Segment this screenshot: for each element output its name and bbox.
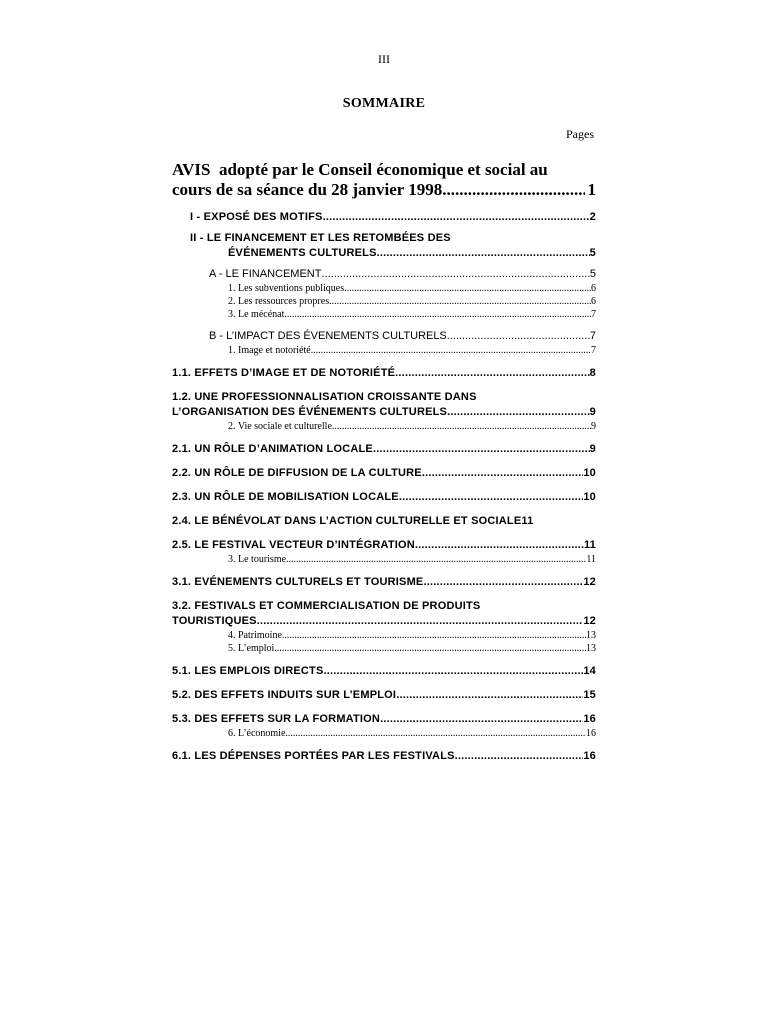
toc-entry[interactable] <box>172 466 596 481</box>
toc-entry[interactable] <box>172 282 596 295</box>
toc-entry[interactable] <box>172 210 596 225</box>
toc-entry-label: L’ORGANISATION DES ÉVÉNEMENTS CULTURELS <box>172 406 448 418</box>
toc-entry[interactable] <box>172 642 596 655</box>
toc-entry-label: A - LE FINANCEMENT <box>209 268 322 280</box>
toc-entry-label: 3.1. EVÉNEMENTS CULTURELS ET TOURISME <box>172 576 424 588</box>
toc-entry-page: 7 <box>591 345 596 356</box>
toc-entry-avis[interactable] <box>172 180 596 200</box>
toc-entry[interactable] <box>172 629 596 642</box>
toc-entry-page: 12 <box>583 576 596 588</box>
toc-entry-label: ÉVÉNEMENTS CULTURELS <box>228 247 377 259</box>
toc-entry-page: 15 <box>583 689 596 701</box>
toc-entry-page: 6 <box>591 296 596 307</box>
toc-entry[interactable] <box>172 329 596 344</box>
toc-entry-label: 4. Patrimoine <box>228 630 282 641</box>
toc-entry-line1: 3.2. FESTIVALS ET COMMERCIALISATION DE PRODUITS <box>172 600 481 612</box>
toc-entry-page: 5 <box>589 247 596 259</box>
toc-entry[interactable] <box>172 366 596 381</box>
toc-avis-text: adopté par le Conseil économique et social au <box>218 160 548 179</box>
toc-entry-page: 11 <box>583 539 596 551</box>
toc-entry-label: 2.5. LE FESTIVAL VECTEUR D’INTÉGRATION <box>172 539 415 551</box>
toc-entry-label: 5.3. DES EFFETS SUR LA FORMATION <box>172 713 381 725</box>
toc-entry-page: 8 <box>589 367 596 379</box>
toc-entry[interactable] <box>172 688 596 703</box>
page-number: III <box>378 52 390 66</box>
toc-entry[interactable] <box>172 246 596 261</box>
toc-entry-label: 5.1. LES EMPLOIS DIRECTS <box>172 665 324 677</box>
toc-entry[interactable] <box>172 712 596 727</box>
toc-entry-page: 7 <box>589 330 596 342</box>
toc-entry[interactable] <box>172 308 596 321</box>
toc-entry-line1: 1.2. UNE PROFESSIONNALISATION CROISSANTE DANS <box>172 391 477 403</box>
toc-entry-label: 5. L’emploi <box>228 643 275 654</box>
toc-entry-label: 1. Image et notoriété <box>228 345 311 356</box>
toc-entry-page: 11 <box>521 515 534 527</box>
toc-avis-word: AVIS <box>172 160 211 179</box>
toc-entry-page: 1 <box>587 180 596 199</box>
toc-entry[interactable] <box>172 553 596 566</box>
toc-entry[interactable] <box>172 442 596 457</box>
toc-entry-label: I - EXPOSÉ DES MOTIFS <box>190 211 323 223</box>
toc-entry-label: 6. L’économie <box>228 728 286 739</box>
toc-entry[interactable] <box>172 614 596 629</box>
toc-entry-page: 9 <box>589 443 596 455</box>
toc-entry-label: cours de sa séance du 28 janvier 1998 <box>172 180 443 199</box>
page-title: SOMMAIRE <box>342 96 426 111</box>
toc-entry[interactable] <box>172 575 596 590</box>
toc-entry-label: 2.1. UN RÔLE D’ANIMATION LOCALE <box>172 443 373 455</box>
toc-entry-page: 9 <box>591 421 596 432</box>
toc-entry-line1: II - LE FINANCEMENT ET LES RETOMBÉES DES <box>190 232 451 244</box>
toc-entry-page: 6 <box>591 283 596 294</box>
toc-entry[interactable] <box>172 490 596 505</box>
toc-entry-page: 10 <box>583 491 596 503</box>
toc-entry[interactable] <box>172 664 596 679</box>
toc-entry-page: 9 <box>589 406 596 418</box>
toc-entry-page: 13 <box>586 643 596 654</box>
toc-entry[interactable] <box>172 538 596 553</box>
toc-entry-label: 1. Les subventions publiques <box>228 283 345 294</box>
toc-avis-line1 <box>172 160 596 180</box>
toc-entry-page: 16 <box>583 750 596 762</box>
pages-column-label: Pages <box>566 127 594 141</box>
toc-entry-page: 11 <box>586 554 596 565</box>
toc-entry-label: TOURISTIQUES <box>172 615 257 627</box>
toc-entry[interactable] <box>172 727 596 740</box>
toc-entry-page: 5 <box>589 268 596 280</box>
toc-entry-label: 3. Le tourisme <box>228 554 287 565</box>
toc-entry-label: 2. Les ressources propres <box>228 296 330 307</box>
toc-entry-page: 12 <box>583 615 596 627</box>
toc-entry-page: 13 <box>586 630 596 641</box>
toc-entry-label: 6.1. LES DÉPENSES PORTÉES PAR LES FESTIVALS <box>172 750 455 762</box>
table-of-contents <box>172 160 596 764</box>
toc-entry-label: 5.2. DES EFFETS INDUITS SUR L’EMPLOI <box>172 689 397 701</box>
toc-entry-label: 2.3. UN RÔLE DE MOBILISATION LOCALE <box>172 491 399 503</box>
toc-entry[interactable] <box>172 749 596 764</box>
toc-entry[interactable] <box>172 420 596 433</box>
toc-entry-page: 14 <box>583 665 596 677</box>
toc-entry[interactable] <box>172 295 596 308</box>
toc-entry-label: B - L’IMPACT DES ÉVENEMENTS CULTURELS <box>209 330 447 342</box>
toc-entry[interactable] <box>172 514 596 529</box>
toc-entry-page: 16 <box>583 713 596 725</box>
toc-entry-page: 10 <box>583 467 596 479</box>
toc-entry-page: 7 <box>591 309 596 320</box>
toc-entry-label: 2. Vie sociale et culturelle <box>228 421 332 432</box>
toc-entry-label: 2.4. LE BÉNÉVOLAT DANS L’ACTION CULTURELLE ET SOCIALE <box>172 515 522 527</box>
toc-entry[interactable] <box>172 267 596 282</box>
toc-entry[interactable] <box>172 405 596 420</box>
toc-entry-label: 3. Le mécénat <box>228 309 285 320</box>
toc-entry-page: 2 <box>589 211 596 223</box>
toc-entry-label: 1.1. EFFETS D’IMAGE ET DE NOTORIÉTÉ <box>172 367 396 379</box>
toc-entry-page: 16 <box>586 728 596 739</box>
toc-entry[interactable] <box>172 344 596 357</box>
toc-entry-label: 2.2. UN RÔLE DE DIFFUSION DE LA CULTURE <box>172 467 422 479</box>
